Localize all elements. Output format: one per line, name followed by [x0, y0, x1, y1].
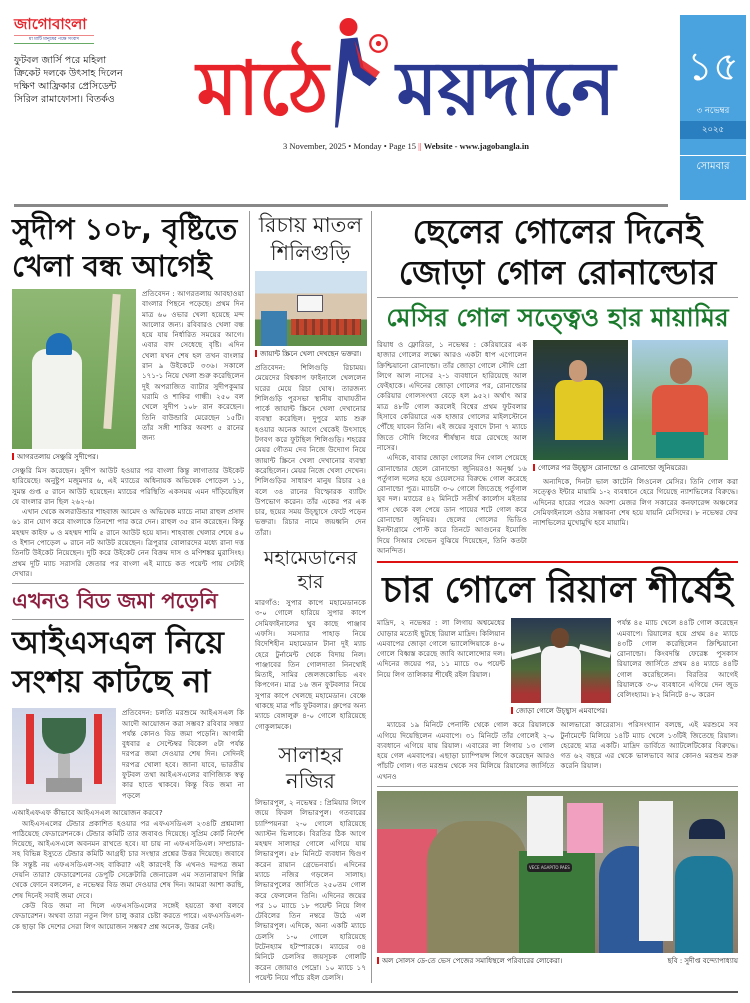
- page-date-box: ১৫ ৩ নভেম্বর ২০২৫ সোমবার: [680, 15, 746, 200]
- grave-photo: [377, 791, 738, 953]
- ronaldo-photos-block: [533, 340, 738, 528]
- grave-caption: অল সোলস ডে-তে ভেস পেজের সমাধিস্থলে পরিবারের লোকেরা।: [377, 956, 562, 966]
- masthead-left: [14, 15, 132, 106]
- isl-body: এআইএফএফ কীভাবে আইএসএল আয়োজন করবে? আইএসএলের টেন্ডার প্রকাশিত হওয়ার পর এফএসডিএল ২৩৪টি প্রশ্নমালা পাঠিয়েছে ফেডারেশনকে। টেন্ডার কমিটি তার জবাবও দিয়েছে। সুপ্রিম কোর্ট নির্দেশ দিয়েছে, আইএসএলে অবনমন রাখতে হবে। যা চায় না এফএসডিএল। সম্প্রচার-সহ বিভিন্ন ইস্যুতে টেন্ডার কমিটি আগ্রহী চার সংস্থার প্রশ্নের উত্তর দিয়েছে। জবাবে কি সন্তুষ্ট নয় এফএসডিএল-সহ বাকিরা? এই কারণেই কি এখনও দরপত্র জমা দেয়নি তারা? ফেডারেশনের ডেপুটি সেক্রেটারি জেনারেল এম সত্যনারায়ণ দিল্লি থেকে ফোনে বললেন, ৫ নভেম্বর বিড জমা দেওয়ার শেষ দিন। আমরা আশা করছি, শেষ দিনেই সবাই জমা দেবে। কেউ বিড জমা না দিলে এফএসডিএলের সঙ্গেই হয়তো কথা বলবে ফেডারেশন। অথবা তারা নতুন লিগ চালু করার চেষ্টা করতে পারে। এফএসডিএল-কে ছাড়া কি দেশের সেরা লিগ আয়োজন সম্ভব? প্রশ্ন অনেক, উত্তর নেই।: [12, 808, 244, 931]
- messi-body: অন্যদিকে, দিনটা ভাল কাটেনি লিওনেল মেসির। তিনি গোল করা সত্ত্বেও ইন্টার মায়ামি ১-২ ব্যবধানে হেরে গিয়েছে ন্যাশভিলের বিরুদ্ধে। এদিনের হারের পরেও অবশ্য মেজর লিগ সকারের কনফারেন্স অঞ্চলের সেমিফাইনালে ওঠার সম্ভাবনা শেষ হয়ে যায়নি মেসিদের। ৮ নভেম্বর ফের ন্যাশভিলের মুখোমুখি হবে মায়ামি।: [533, 477, 738, 528]
- page-number: ১৫: [687, 44, 739, 90]
- sudip-photo-block: [12, 289, 136, 462]
- photo-credit: ছবি : সুদীপ্ত বন্দ্যোপাধ্যায়: [667, 957, 738, 966]
- richa-headline: রিচায় মাতল শিলিগুড়ি: [258, 213, 363, 265]
- page-grid: [0, 207, 750, 983]
- isl-kicker: এখনও বিড জমা পড়েনি: [12, 589, 218, 614]
- sudip-column: প্রতিবেদন : আগরতলায় আবহাওয়া বাংলার পিছনে পড়েছে। প্রথম দিন মাত্র ৬০ ওভার খেলা হয়েছে মন্দ আলোর জন্য। রবিবারও খেলা বন্ধ হয়ে যায় নির্ধারিত সময়ের আগে। এবার বাদ সেধেছে বৃষ্টি। এদিন খেলা যখন শেষ হল তখন বাংলার রান ৯ উইকেটে ৩৩৬। সকালে ১৭১-১ নিয়ে খেলা শুরু করেছিলেন দুই অপরাজিত ব্যাটার সুদীপকুমার ঘরামি ও শাকির গান্ধী। ২৫০ বল খেলে সুদীপ ১০৮ রান করেছেন। তিনি বাউন্ডারি মেরেছেন ১৫টি। তাঁর সঙ্গী শাকির অবশ্য ৫ রানের জন্য: [142, 289, 244, 443]
- masthead: [0, 0, 750, 200]
- salah-body: লিভারপুল, ২ নভেম্বর : প্রিমিয়ার লিগে জয়ে ফিরল লিভারপুল। গতবারের চ্যাম্পিয়নরা ২-০ গোলে হারিয়েছে অ্যাস্টন ভিলাকে। বিরতির ঠিক আগে মহম্মদ সালাহর গোলে এগিয়ে যায় লিভারপুল। ৫৮ মিনিটে ব্যবধান দ্বিগুণ করেন রায়ান গ্রেভেনবার্চ। এদিনের ম্যাচে নজির গড়লেন সালাহ। লিভারপুলের জার্সিতে ২৫০তম গোল করে ফেললেন তিনি। এদিনের জয়ের পর ১০ ম্যাচে ১৮ পয়েন্ট নিয়ে লিগ টেবিলের তিন নম্বরে উঠে এল লিভারপুল। এদিকে, অন্য একটি ম্যাচে চেলসি ১-০ গোলে হারিয়েছে টটেনহ্যাম হটস্পারকে। ম্যাচের ৩৪ মিনিটে চেলসির জয়সূচক গোলটি করেন জোয়াও পেদ্রো। ১০ ম্যাচে ১৭ পয়েন্ট নিয়ে পাঁচে রইল চেলসি।: [255, 797, 366, 982]
- divider: [12, 619, 244, 620]
- divider: [377, 786, 738, 787]
- sudip-photo: [12, 289, 136, 449]
- mbappe-block: [511, 618, 611, 716]
- real-body-right: পর্যন্ত ৪৫ ম্যাচ খেলে ৪৪টি গোল করেছেন এমবাপে। রিয়ালের হয়ে প্রথম ৪৫ ম্যাচে ৪৩টি গোল করেছিলেন ক্রিশ্চিয়ানো রোনাল্ডো। কিংবদন্তি ফেরেঙ্ক পুসকাস রিয়ালের জার্সিতে প্রথম ৪৪ ম্যাচে ৪৪টি গোল করেছিলেন। বিরতির আগেই রিয়ালকে ৩-০ ব্যবধানে এগিয়ে দেন জুড বেলিংহ্যাম। ৮২ মিনিটে ৪-০ করেন: [617, 618, 738, 700]
- bottom-rule: [12, 991, 738, 993]
- sudip-row: [12, 289, 244, 462]
- richa-body: প্রতিবেদন: শিলিগুড়ি রিচাময়। মেয়েদের বিশ্বকাপ ফাইনালে খেললেন ঘরের মেয়ে রিচা ঘোষ। তারজন্য শিলিগুড়ি পুরসভা স্থানীয় বাঘাযতীন পার্কে জায়ান্ট স্ক্রিনে খেলা দেখানোর ব্যবস্থা করেছিল। দুপুরে ম্যাচ শুরু হওয়ার অনেক আগে থেকেই উৎসাহে টগবগ করে ফুটছিল শিলিগুড়ি। শহরের মেয়র গৌতম দেব নিজে উদ্যোগ নিয়ে জায়ান্ট স্ক্রিনে খেলা দেখানোর ব্যবস্থা করেছিলেন। মেয়র নিজে খেলা দেখেন। শিলিগুড়ির সাধারণ মানুষ রিচার ২৪ বলে ৩৪ রানের বিস্ফোরক ব্যাটিং উপভোগ করেন। তাঁর একের পর এক চার, ছয়ের সময় উচ্ছ্বাসে ফেটে পড়েন ভক্তরা। রিচার নামে জয়ধ্বনি দেন তাঁরা।: [255, 363, 366, 537]
- right-column: [372, 211, 738, 983]
- middle-column: [250, 211, 372, 983]
- brand-logo: জাগোবাংলা মা মাটি মানুষের পক্ষে সংবাদ: [14, 15, 132, 44]
- real-row: [377, 618, 738, 716]
- isl-row: [12, 708, 244, 804]
- ronaldo-headline: ছেলের গোলের দিনেই জোড়া গোল রোনাল্ডোর: [398, 212, 717, 292]
- masthead-title: মাঠে ময়দানে: [197, 15, 616, 135]
- richa-photo: [255, 271, 367, 346]
- richa-caption: জায়ান্ট স্ক্রিনে খেলা দেখছেন ভক্তরা।: [255, 349, 366, 359]
- real-body: মাদ্রিদ, ২ নভেম্বর : লা লিগায় অশ্বমেধের ঘোড়ার মতোই ছুটছে রিয়াল মাদ্রিদ। কিলিয়ান এমবাপের জোড়া গোলে ভ্যালেন্সিয়াকে ৪-০ গোলে বিধ্বস্ত করেছে জাবি আলোন্সোর দল। এদিনের জয়ের পর, ১১ ম্যাচে ৩০ পয়েন্ট নিয়ে লিগ তালিকার শীর্ষেই রইল রিয়াল।: [377, 618, 505, 679]
- divider: [377, 297, 738, 298]
- ronaldo-caption: গোলের পর উচ্ছ্বাস রোনাল্ডো ও রোনাল্ডো জুনিয়রের।: [533, 463, 738, 473]
- mbappe-caption: জোড়া গোলে উচ্ছ্বাস এমবাপের।: [511, 706, 611, 716]
- ronaldo-subhead: মেসির গোল সত্ত্বেও হার মায়ামির: [386, 303, 729, 332]
- sudip-headline: সুদীপ ১০৮, বৃষ্টিতে খেলা বন্ধ আগেই: [12, 212, 238, 283]
- isl-headline: আইএসএল নিয়ে সংশয় কাটছে না: [12, 625, 224, 701]
- isl-trophy-photo: [12, 708, 116, 804]
- ronaldo-row: [377, 340, 738, 556]
- masthead-center: [140, 15, 672, 152]
- real-row-2: [377, 720, 738, 782]
- ronaldo-junior-photo: [632, 340, 728, 460]
- footballer-logo-icon: [332, 15, 392, 135]
- website-link[interactable]: Website - www.jagobangla.in: [423, 141, 530, 151]
- real-body-left: ম্যাচের ১৯ মিনিটে পেনাল্টি থেকে গোল করে রিয়ালকে এগিয়ে দিয়েছিলেন এমবাপে। ৩১ মিনিটে তাঁর গোলেই ২-০ ব্যবধানে এগিয়ে যায় রিয়াল। এবারের লা লিগায় ১৩ গোল হয়ে গেল এমবাপের। এছাড়া চ্যাম্পিয়ন্স লিগে করেছেন আরও পাঁচটি গোল। গত মরশুম থেকে সব মিলিয়ে রিয়ালের জার্সিতে এখনও: [377, 720, 555, 781]
- isl-column: প্রতিবেদন: চলতি মরশুমে আইএসএল কি আদৌ আয়োজন করা সম্ভব? রবিবার সন্ধ্যা পর্যন্ত কোনও বিড জমা পড়েনি। আগামী বুধবার ৫ সেপ্টেম্বর বিকেল ৫টা পর্যন্ত দরপত্র জমা দেওয়ার শেষ দিন। সেদিনই দরপত্র খোলা হবে। জানা যাবে, ভারতীয় ফুটবল তথা আইএসএলের বাণিজ্যিক স্বত্ব কার হাতে থাকবে। কিন্তু বিড জমা না পড়লে: [122, 708, 244, 800]
- sudip-caption: আগরতলায় সেঞ্চুরি সুদীপের।: [12, 452, 136, 462]
- red-divider: [377, 561, 738, 563]
- ronaldo-photo: [533, 340, 628, 460]
- real-headline: চার গোলে রিয়াল শীর্ষেই: [382, 570, 733, 612]
- mohammedan-body: মারগাঁও: সুপার কাপে মহামেডানকে ৩-০ গোলে হারিয়ে সুপার কাপে সেমিফাইনালের খুব কাছে পাঞ্জাব এফসি। সমস্যার পাহাড় নিয়ে বিদেশিহীন মহামেডান টানা দুই ম্যাচ হেরে টুর্নামেন্ট থেকে বিদায় নিল। পাঞ্জাবের তিন গোলদাতা নিনথোই মিতাই, সামির জেলজকোভিচ এবং কিপগেন। মাত্র ১৬ জন ফুটবলার নিয়ে সুপার কাপে খেলছে মহামেডান। বেঞ্চে থাকছে মাত্র পাঁচ ফুটবলার। গ্রুপের অন্য ম্যাচে বেঙ্গালুরু ৪-০ গোলে হারিয়েছে গোকুলামকে।: [255, 598, 366, 731]
- divider: [12, 583, 244, 584]
- grave-plaque: VECE AGAPITO PAES: [529, 865, 570, 871]
- left-column: [12, 211, 250, 983]
- ronaldo-body: রিয়াধ ও ফ্লোরিডা, ১ নভেম্বর : কেরিয়ারের এক হাজার গোলের লক্ষ্যে আরও একটা ধাপ এগোলেন ক্রিশ্চিয়ানো রোনাল্ডো। তাঁর জোড়া গোলে সৌদি প্রো লিগে আল নাসের ২-১ ব্যবধানে হারিয়েছে আল ফেইহাকে। এদিনের জোড়া গোলের পর, রোনাল্ডোর কেরিয়ার গোলসংখ্যা বেড়ে হল ৯৫২। অর্থাৎ আর মাত্র ৪৮টি গোল করলেই বিশ্বের প্রথম ফুটবলার হিসাবে কেরিয়ারে এক হাজার গোলের মাইলস্টোনে পৌঁছে যাবেন তিনি। এই জয়ের সুবাদে টানা ৭ ম্যাচে জিতে সৌদি লিগের শীর্ষস্থান ধরে রেখেছে আল নাসের। এদিকে, বাবার জোড়া গোলের দিন গোল পেয়েছে রোনাল্ডোর ছেলে রোনাল্ডো জুনিয়রও! অনূর্ধ্ব ১৬ পর্তুগাল দলের হয়ে ওয়েলসের বিরুদ্ধে গোল করেছে রোনাল্ডো পুত্র। ম্যাচটা ৩-০ গোলে জিতেছে পর্তুগাল যুব দল। ম্যাচের ৪২ মিনিটে সতীর্থ কার্লোস মইতার পাস থেকে বল পেয়ে ডান পায়ের শটে গোল করে রোনাল্ডো জুনিয়র। ছেলের গোলের ভিডিও ইনস্টাগ্রামে পোস্ট করে তিনটে আগুনের ইমোজি দিয়ে সিআর সেভেন বুঝিয়ে দিয়েছেন, তিনি কতটা আনন্দিত।: [377, 340, 527, 555]
- teaser: ফুটবল জার্সি পরে মহিলা ক্রিকেট দলকে উৎসাহ দিলেন দক্ষিণ আফ্রিকার প্রেসিডেন্ট সিরিল রামাফোসা। বিতর্কও: [14, 55, 123, 105]
- mohammedan-headline: মহামেডানের হার: [263, 547, 358, 594]
- grave-caption-row: [377, 953, 738, 966]
- salah-headline: সালাহর নজির: [278, 742, 343, 793]
- sudip-body: সেঞ্চুরি মিস করেছেন। সুদীপ আউট হওয়ার পর বাংলা কিন্তু লাগাতার উইকেট হারিয়েছে। অনুষ্টুপ মজুমদার ৬, এই ম্যাচের অধিনায়ক অভিষেক পোড়েল ১১, সুমন্ত গুপ্ত ৫ রানে আউট হয়েছেন। ম্যাচের পরিস্থিতি একসময় এমন দাঁড়িয়েছিল যে বাংলার রান ছিল ২৬২-৬। এখান থেকে অলরাউন্ডার শাহবাজ আমেদ ও অভিষেক ম্যাচে নামা রাহুল প্রসাদ ৬১ রান যোগ করে বাংলাকে তিনশো পার করে দেন। রাহুল ৩৫ রান করেছেন। কিন্তু মহম্মদ কাইফ ০ ও মহম্মদ শামি ৫ রানে আউট হয়ে যান। শাহবাজ খেলার শেষে ৪০ ও ইশান পোড়েল ০ রানে নট আউট রয়েছেন। ত্রিপুরার বোলারদের মধ্যে রানা দত্ত তিনটি উইকেট নিয়েছেন। দুটি করে উইকেট নেন বিক্রম দাস ও মণিশঙ্কর মুরাসিংহ। প্রথম দুটি ম্যাচ সরাসরি জেতার পর বাংলা এই ম্যাচে কত পয়েন্ট পায় সেটাই দেখার।: [12, 466, 244, 578]
- dateline: 3 November, 2025 • Monday • Page 15 || Website - www.jagobangla.in: [282, 141, 530, 151]
- ronaldo-photos: [533, 340, 738, 460]
- mbappe-photo: [511, 618, 611, 703]
- real-body-bottom: আলভারো কারেরাস। পরিসংখ্যান বলছে, এই মরশুমে সব টুর্নামেন্টে মিলিয়ে ১৪টি ম্যাচ খেলে ১৩টিই জিতেছে রিয়াল। হেরেছে মাত্র একটি। মাদ্রিদ ডার্বিতে অ্যাটলেটিকোর বিরুদ্ধে। গত ৬২ বছরে এর থেকে ভালভাবে আর কোনও মরশুম শুরু করেনি রিয়াল।: [560, 720, 738, 771]
